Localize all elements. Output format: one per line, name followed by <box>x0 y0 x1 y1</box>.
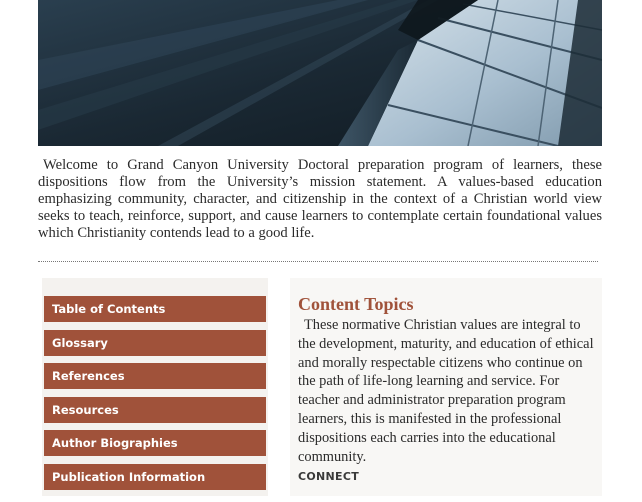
nav-item-table-of-contents[interactable]: Table of Contents <box>44 296 266 322</box>
intro-paragraph: Welcome to Grand Canyon University Doctoral preparation program of learners, these dispositions flow from the University’s mission statement. A values-based education emphasizing community, character, and citizenship in the context of a Christian world view seeks to teach, reinforce, support, and cause learners to contemplate certain foundational values which Christianity contends lead to a good life. <box>38 157 602 242</box>
sidebar-nav <box>42 278 268 496</box>
nav-item-glossary[interactable]: Glossary <box>44 330 266 356</box>
content-body: These normative Christian values are integral to the development, maturity, and education of ethical and morally respectable citizens who continue on the path of life-long learning and service. For teacher and administrator preparation program learners, this is manifested in the professional dispositions each carries into the educational community. <box>298 317 594 465</box>
nav-item-references[interactable]: References <box>44 363 266 389</box>
nav-item-resources[interactable]: Resources <box>44 397 266 423</box>
connect-link[interactable]: CONNECT <box>298 470 360 483</box>
content-title: Content Topics <box>298 294 414 314</box>
content-panel <box>290 278 602 496</box>
hero-image <box>38 0 602 146</box>
nav-item-author-biographies[interactable]: Author Biographies <box>44 430 266 456</box>
dotted-divider <box>38 261 598 262</box>
building-photo <box>38 0 602 146</box>
nav-item-publication-information[interactable]: Publication Information <box>44 464 266 490</box>
